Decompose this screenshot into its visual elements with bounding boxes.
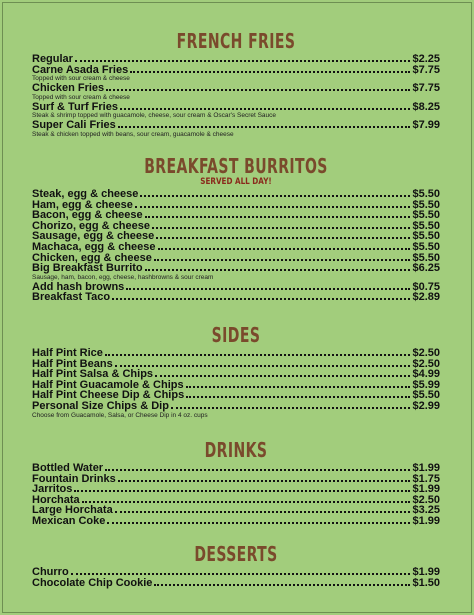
section-title: FRENCH FRIES <box>176 29 296 53</box>
menu-item-price: $2.89 <box>412 291 440 304</box>
dot-leader <box>107 521 410 524</box>
menu-item-price: $1.99 <box>412 566 440 578</box>
menu-item-row <box>32 348 440 359</box>
menu-item-price: $5.50 <box>412 389 440 402</box>
menu-item-name: Super Cali Fries <box>32 119 116 132</box>
menu-item-price: $1.99 <box>412 462 440 474</box>
menu-item-name: Ham, egg & cheese <box>32 198 133 211</box>
menu-item-list <box>32 567 440 588</box>
menu-item-name: Bacon, egg & cheese <box>32 209 143 222</box>
section-drinks <box>32 439 440 527</box>
dot-leader <box>115 510 411 513</box>
menu-item <box>32 292 440 303</box>
menu-item-price: $7.75 <box>412 63 440 76</box>
menu-item-price: $2.25 <box>412 53 440 65</box>
menu-item <box>32 54 440 65</box>
menu-item-name: Carne Asada Fries <box>32 63 129 76</box>
menu-item-row <box>32 516 440 527</box>
section-desserts <box>32 543 440 588</box>
section-breakfast-burritos <box>32 155 440 303</box>
menu-item-name: Machaca, egg & cheese <box>32 240 156 253</box>
menu-item-price: $6.25 <box>412 262 440 275</box>
menu-item-description: Choose from Guacamole, Salsa, or Cheese Dip in 4 oz. cups <box>32 411 208 419</box>
dot-leader <box>171 406 411 409</box>
dot-leader <box>154 583 410 586</box>
menu-item <box>32 83 440 101</box>
menu-item-list <box>32 189 440 303</box>
menu-item-name: Add hash browns <box>32 280 125 293</box>
menu-item-price: $7.99 <box>412 119 440 132</box>
menu-item-row <box>32 484 440 495</box>
dot-leader <box>74 489 410 492</box>
menu-item-name: Regular <box>32 53 73 65</box>
menu-item-row <box>32 401 440 412</box>
menu-item <box>32 463 440 474</box>
dot-leader <box>130 70 410 73</box>
menu-item-name: Half Pint Guacamole & Chips <box>32 378 184 391</box>
menu-item-name: Horchata <box>32 493 80 506</box>
menu-item-price: $5.99 <box>412 378 440 391</box>
menu-item-price: $1.99 <box>412 483 440 496</box>
menu-item-price: $2.50 <box>412 347 440 359</box>
menu-item <box>32 65 440 83</box>
dot-leader <box>154 258 411 261</box>
menu-item <box>32 102 440 120</box>
menu-item-row <box>32 189 440 200</box>
menu-item-description: Topped with sour cream & cheese <box>32 93 130 101</box>
section-subtitle: SERVED ALL DAY! <box>200 177 272 187</box>
dot-leader <box>118 479 411 482</box>
menu-item <box>32 348 440 359</box>
dot-leader <box>75 59 411 62</box>
menu-item <box>32 578 440 589</box>
menu-item-name: Mexican Coke <box>32 514 106 527</box>
menu-item <box>32 242 440 253</box>
menu-item-price: $3.25 <box>412 504 440 517</box>
menu-item-description: Steak & chicken topped with beans, sour cream, guacamole & cheese <box>32 130 234 138</box>
dot-leader <box>186 385 411 388</box>
menu-item-name: Chicken Fries <box>32 82 105 95</box>
dot-leader <box>71 572 411 575</box>
dot-leader <box>186 395 410 398</box>
menu-item-list <box>32 54 440 138</box>
menu-item-price: $5.50 <box>412 251 440 264</box>
menu-item-row <box>32 120 440 131</box>
menu-item-name: Large Horchata <box>32 504 113 517</box>
menu-item-description: Sausage, ham, bacon, egg, cheese, hashbrowns & sour cream <box>32 273 214 281</box>
menu-item-list <box>32 348 440 419</box>
menu-item-row <box>32 242 440 253</box>
menu-item <box>32 189 440 200</box>
menu-item-price: $2.50 <box>412 357 440 370</box>
dot-leader <box>135 205 411 208</box>
dot-leader <box>115 364 411 367</box>
menu-item-name: Half Pint Cheese Dip & Chips <box>32 389 185 402</box>
menu-item <box>32 516 440 527</box>
menu-item-name: Chorizo, egg & cheese <box>32 219 150 232</box>
menu-item <box>32 263 440 281</box>
section-french-fries <box>32 30 440 139</box>
menu-item-name: Chocolate Chip Cookie <box>32 576 153 589</box>
dot-leader <box>152 226 410 229</box>
menu-item-name: Sausage, egg & cheese <box>32 230 155 243</box>
dot-leader <box>120 107 410 110</box>
dot-leader <box>106 88 410 91</box>
dot-leader <box>158 247 411 250</box>
menu-item-price: $5.50 <box>412 198 440 211</box>
dot-leader <box>140 194 410 197</box>
menu-item-name: Breakfast Taco <box>32 291 111 304</box>
menu-item-row <box>32 102 440 113</box>
menu-item-price: $0.75 <box>412 280 440 293</box>
menu-item-description: Steak & shrimp topped with guacamole, cheese, sour cream & Oscar's Secret Sauce <box>32 112 277 120</box>
menu-item <box>32 401 440 419</box>
dot-leader <box>105 468 410 471</box>
dot-leader <box>105 353 411 356</box>
section-title: BREAKFAST BURRITOS <box>144 154 328 178</box>
menu-item-list <box>32 463 440 527</box>
section-title: DRINKS <box>204 438 268 462</box>
dot-leader <box>118 125 411 128</box>
menu-item-row <box>32 83 440 94</box>
menu-item-name: Churro <box>32 566 69 578</box>
menu-item-name: Chicken, egg & cheese <box>32 251 152 264</box>
menu-item-price: $7.75 <box>412 82 440 95</box>
menu-item-price: $4.99 <box>412 368 440 381</box>
dot-leader <box>82 500 411 503</box>
dot-leader <box>145 268 411 271</box>
menu-item-row <box>32 54 440 65</box>
menu-item-name: Half Pint Beans <box>32 357 113 370</box>
dot-leader <box>112 297 410 300</box>
menu-item-name: Steak, egg & cheese <box>32 188 139 200</box>
menu-item-price: $5.50 <box>412 230 440 243</box>
menu-item-name: Jarritos <box>32 483 73 496</box>
menu-item <box>32 120 440 138</box>
menu-item-price: $1.75 <box>412 472 440 485</box>
menu-item-price: $1.50 <box>412 576 440 589</box>
menu-item <box>32 484 440 495</box>
section-title: DESSERTS <box>194 542 278 566</box>
menu-item-name: Surf & Turf Fries <box>32 100 118 113</box>
menu-item-row <box>32 463 440 474</box>
menu-item-name: Half Pint Salsa & Chips <box>32 368 154 381</box>
menu-item-row <box>32 292 440 303</box>
dot-leader <box>156 236 410 239</box>
menu-item-price: $5.50 <box>412 209 440 222</box>
dot-leader <box>126 287 410 290</box>
menu-item-row <box>32 263 440 274</box>
menu-item-name: Big Breakfast Burrito <box>32 262 143 275</box>
menu-item-price: $1.99 <box>412 514 440 527</box>
menu-item-name: Fountain Drinks <box>32 472 116 485</box>
menu-item-price: $5.50 <box>412 188 440 200</box>
menu-item <box>32 567 440 578</box>
menu-item-price: $2.50 <box>412 493 440 506</box>
menu-item-price: $2.99 <box>412 399 440 412</box>
menu-item-price: $5.50 <box>412 219 440 232</box>
menu-item-description: Topped with sour cream & cheese <box>32 75 130 83</box>
menu-item-name: Personal Size Chips & Dip <box>32 399 169 412</box>
menu-item-name: Half Pint Rice <box>32 347 103 359</box>
section-title: SIDES <box>211 323 261 347</box>
menu-item-price: $5.50 <box>412 240 440 253</box>
menu-item <box>32 474 440 485</box>
dot-leader <box>145 215 411 218</box>
menu-item-row <box>32 474 440 485</box>
section-sides <box>32 324 440 420</box>
menu-item-row <box>32 65 440 76</box>
menu-item-name: Bottled Water <box>32 462 104 474</box>
menu-item-price: $8.25 <box>412 100 440 113</box>
menu-item-row <box>32 578 440 589</box>
menu-item-row <box>32 567 440 578</box>
dot-leader <box>155 374 410 377</box>
